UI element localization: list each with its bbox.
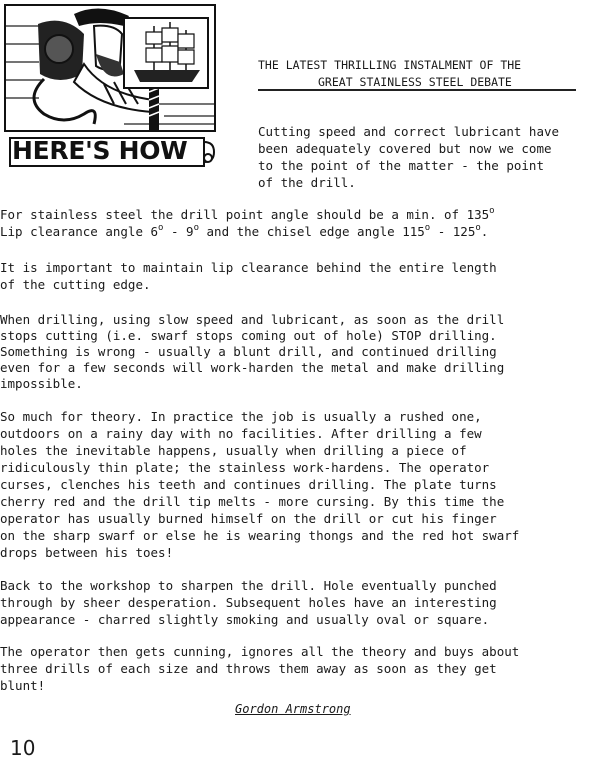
heading-line-2: GREAT STAINLESS STEEL DEBATE — [318, 75, 512, 89]
body-line: curses, clenches his teeth and continues drilling. The plate turns — [0, 477, 497, 492]
body-line: operator has usually burned himself on the drill or cut his finger — [0, 511, 497, 526]
page-number: 10 — [10, 736, 36, 760]
body-line: Something is wrong - usually a blunt drill, and continued drilling — [0, 344, 497, 359]
intro-line: Cutting speed and correct lubricant have — [258, 124, 560, 139]
degree-mark: o — [158, 223, 164, 233]
body-line: three drills of each size and throws them away as soon as they get — [0, 661, 497, 676]
body-line: impossible. — [0, 376, 83, 391]
body-line: It is important to maintain lip clearance behind the entire length — [0, 260, 497, 275]
body-line: ridiculously thin plate; the stainless work-hardens. The operator — [0, 460, 490, 475]
intro-line: of the drill. — [258, 175, 356, 190]
spec-line-1 — [0, 207, 495, 225]
body-line: outdoors on a rainy day with no facilities. After drilling a few — [0, 426, 482, 441]
heading-line-1: THE LATEST THRILLING INSTALMENT OF THE — [258, 58, 522, 72]
degree-mark: o — [193, 223, 199, 233]
body-line: on the sharp swarf or else he is wearing thongs and the red hot swarf — [0, 528, 520, 543]
spec-line-2-part: Lip clearance angle 6 — [0, 224, 159, 239]
spec-line-2-part: - 125 — [430, 224, 476, 239]
author-signature: Gordon Armstrong — [235, 702, 351, 716]
body-line: Back to the workshop to sharpen the drill. Hole eventually punched — [0, 578, 497, 593]
degree-mark: o — [475, 223, 481, 233]
body-line: through by sheer desperation. Subsequent holes have an interesting — [0, 595, 497, 610]
body-line: So much for theory. In practice the job is usually a rushed one, — [0, 409, 482, 424]
body-line: even for a few seconds will work-harden the metal and make drilling — [0, 360, 505, 375]
body-line: of the cutting edge. — [0, 277, 151, 292]
intro-line: been adequately covered but now we come — [258, 141, 552, 156]
heading-underline — [258, 89, 576, 91]
body-line: holes the inevitable happens, usually when drilling a piece of — [0, 443, 467, 458]
degree-mark: o — [424, 223, 431, 233]
spec-line-1-text: For stainless steel the drill point angle should be a min. of 135 — [0, 207, 490, 222]
body-line: cherry red and the drill tip melts - more cursing. By this time the — [0, 494, 505, 509]
degree-mark: o — [489, 206, 495, 216]
spec-line-2-part: - 9 — [163, 224, 194, 239]
spec-line-2-part: . — [480, 224, 489, 239]
heres-how-illustration — [4, 4, 216, 168]
intro-line: to the point of the matter - the point — [258, 158, 544, 173]
body-line: The operator then gets cunning, ignores all the theory and buys about — [0, 644, 520, 659]
body-line: appearance - charred slightly smoking and usually oval or square. — [0, 612, 490, 627]
spec-line-2 — [0, 224, 488, 242]
body-line: stops cutting (i.e. swarf stops coming out of hole) STOP drilling. — [0, 328, 497, 343]
spec-line-2-part: and the chisel edge angle 115 — [199, 224, 425, 239]
body-line: When drilling, using slow speed and lubricant, as soon as the drill — [0, 312, 505, 327]
banner-title: HERE'S HOW — [12, 136, 188, 165]
body-line: drops between his toes! — [0, 545, 174, 560]
sailor-drilling-illustration — [4, 4, 216, 132]
body-line: blunt! — [0, 678, 46, 693]
